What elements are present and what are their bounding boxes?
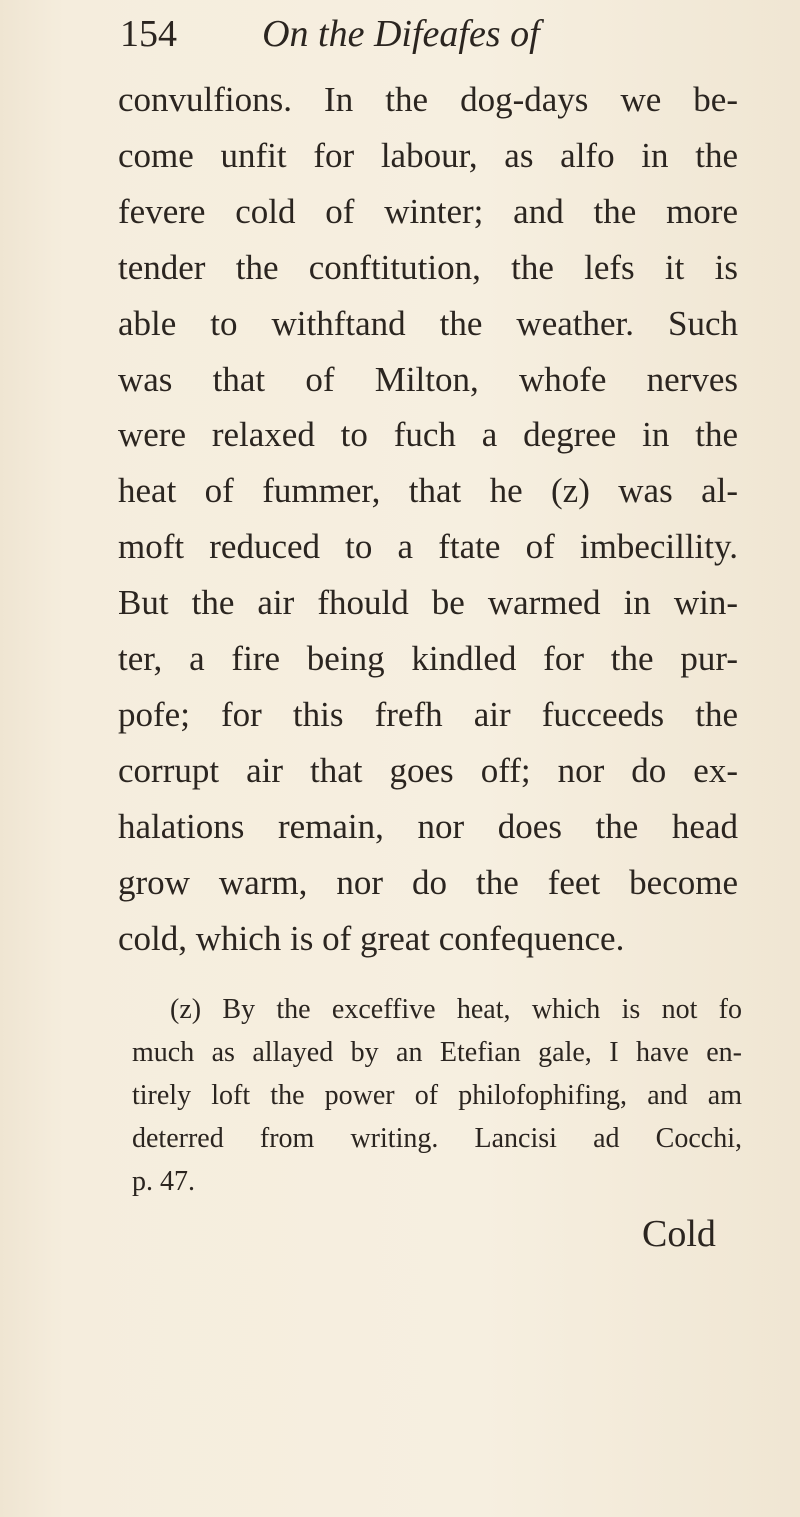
- page-header: [120, 14, 540, 53]
- footnote-line: deterred from writing. Lancisi ad Cocchi,: [132, 1123, 742, 1154]
- body-line: But the air fhould be warmed in win-: [118, 583, 738, 623]
- body-line: cold, which is of great confequence.: [118, 918, 625, 958]
- running-title: On the Difeafes of: [262, 13, 540, 55]
- page-number: 154: [120, 13, 177, 55]
- body-line: ter, a fire being kindled for the pur-: [118, 639, 738, 679]
- body-line: was that of Milton, whofe nerves: [118, 359, 738, 399]
- body-line: moft reduced to a ftate of imbecillity.: [118, 527, 738, 567]
- body-line: were relaxed to fuch a degree in the: [118, 415, 738, 455]
- body-text: [118, 72, 738, 967]
- body-line: come unfit for labour, as alfo in the: [118, 135, 738, 175]
- footnote-line: much as allayed by an Etefian gale, I have en-: [132, 1037, 742, 1068]
- footnote: [132, 988, 742, 1203]
- body-line: fevere cold of winter; and the more: [118, 191, 738, 231]
- footnote-line: p. 47.: [132, 1166, 195, 1197]
- body-line: tender the conftitution, the lefs it is: [118, 247, 738, 287]
- body-line: corrupt air that goes off; nor do ex-: [118, 750, 738, 790]
- body-line: grow warm, nor do the feet become: [118, 862, 738, 902]
- body-line: halations remain, nor does the head: [118, 806, 738, 846]
- footnote-line: tirely loft the power of philofophifing, and am: [132, 1080, 742, 1111]
- body-line: heat of fummer, that he (z) was al-: [118, 471, 738, 511]
- footnote-line: (z) By the exceffive heat, which is not fo: [170, 994, 742, 1025]
- body-line: pofe; for this frefh air fucceeds the: [118, 694, 738, 734]
- body-line: able to withftand the weather. Such: [118, 303, 738, 343]
- body-line: convulfions. In the dog-days we be-: [118, 80, 738, 119]
- catchword: Cold: [642, 1213, 716, 1255]
